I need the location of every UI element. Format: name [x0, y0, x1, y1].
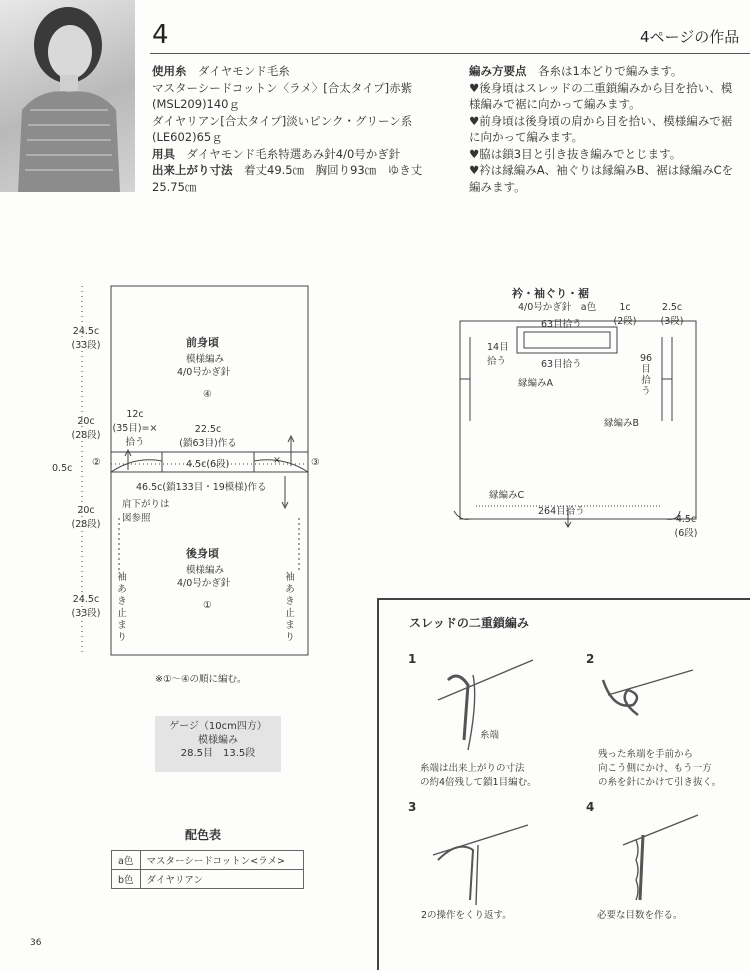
dim-back-armhole: 20c (28段) — [71, 505, 101, 530]
points-line: ♥後身頃はスレッドの二重鎖編みから目を拾い、模 — [469, 80, 733, 95]
back-panel-title: 後身頃 — [186, 547, 219, 560]
step-4-text: 必要な目数を作る。 — [597, 910, 683, 921]
color-table-title: 配色表 — [185, 828, 222, 842]
points-line: ♥衿は縁編みA、袖ぐりは縁編みB、裾は縁編みCを — [469, 163, 734, 177]
neck-opening — [517, 327, 617, 353]
gauge-values: 28.5目 13.5段 — [180, 748, 256, 759]
shoulder-note: 肩下がりは 図参照 — [122, 499, 170, 524]
hook-1 — [438, 660, 533, 700]
pick-14: 14目 拾う — [487, 342, 509, 367]
size-label: 出来上がり寸法 — [152, 163, 233, 177]
step-3-text: 2の操作をくり返す。 — [421, 910, 512, 921]
page-number: 36 — [30, 938, 42, 948]
header-rule — [150, 53, 750, 54]
points-line: に向かって編みます。 — [469, 130, 584, 144]
points-title: 編み方要点 — [469, 64, 527, 78]
knitting-points — [469, 63, 750, 195]
dim-collar: 1c (2段) — [613, 302, 637, 327]
sleeve-stop-left: 袖 あ き 止 ま り — [117, 572, 127, 643]
back-pattern: 模様編み — [186, 565, 225, 576]
project-number: 4 — [152, 20, 169, 50]
sleeve-stop-right: 袖 あ き 止 ま り — [285, 572, 295, 643]
dim-front-length: 24.5c (33段) — [71, 326, 101, 351]
edging-a: 縁編みA — [518, 378, 553, 389]
yarn-1: マスターシードコットン〈ラメ〉[合太タイプ]赤紫 — [152, 80, 413, 95]
dim-armhole-band: 2.5c (3段) — [660, 302, 684, 327]
thread-chain-title: スレッドの二重鎖編み — [409, 616, 529, 630]
hook-2 — [608, 670, 693, 695]
step-1-text: 糸端は出来上がりの寸法 の約4倍残して鎖1目編む。 — [420, 763, 537, 788]
hook-3 — [433, 825, 528, 855]
yarn-tail-label: 糸端 — [480, 730, 500, 741]
step-2-number: 2 — [586, 652, 595, 666]
yarn-label: 使用糸 — [152, 64, 187, 78]
dim-shoulder-width: 12c (35目)=× 拾う — [112, 409, 158, 448]
marker-3: ③ — [311, 457, 320, 468]
dim-shoulder: 0.5c — [52, 463, 73, 474]
table-row: a色 マスターシードコットン<ラメ> — [112, 851, 304, 870]
finished-size: 着丈49.5㎝ 胸回り93㎝ ゆき丈 — [244, 163, 423, 177]
finished-size-cont: 25.75㎝ — [152, 179, 197, 194]
page-reference: 4ページの作品 — [640, 28, 740, 46]
hook-4 — [623, 815, 698, 845]
back-needle: 4/0号かぎ針 — [177, 578, 231, 589]
dim-back-length: 24.5c (33段) — [71, 594, 101, 619]
front-needle: 4/0号かぎ針 — [177, 367, 231, 378]
dim-hem-band: 4.5c (6段) — [674, 514, 698, 539]
yarn-2: ダイヤリアン[合太タイプ]淡いピンク・グリーン系 — [152, 113, 413, 128]
step-3-number: 3 — [408, 800, 417, 814]
gauge-box — [155, 716, 281, 772]
back-order: ① — [203, 600, 212, 611]
cross-mark: × — [273, 455, 281, 466]
yarn-brand: ダイヤモンド毛糸 — [198, 64, 290, 78]
table-row: b色 ダイヤリアン — [112, 870, 304, 889]
order-note: ※①〜④の順に編む。 — [155, 674, 247, 685]
edging-needle: 4/0号かぎ針 a色 — [518, 302, 597, 313]
dim-front-armhole: 20c (28段) — [71, 416, 101, 441]
model-photo-illustration — [0, 0, 135, 192]
points-line: ♥脇は鎖3目と引き抜き編みでとじます。 — [469, 146, 682, 161]
gauge-title: ゲージ（10cm四方） — [169, 721, 267, 732]
marker-2: ② — [92, 457, 101, 468]
pick-264: 264目拾う — [538, 506, 585, 517]
dim-neck-band: 4.5c(6段) — [186, 459, 230, 470]
points-intro: 各糸は1本どりで編みます。 — [538, 64, 683, 78]
pick-63-bottom: 63目拾う — [541, 359, 582, 370]
dim-chain-start: 46.5c(鎖133目・19模様)作る — [136, 482, 267, 493]
step-1-number: 1 — [408, 652, 417, 666]
front-panel-title: 前身頃 — [186, 336, 219, 349]
edging-c: 縁編みC — [489, 490, 525, 501]
pick-96: 96 目 拾 う — [640, 353, 653, 397]
dim-neck-width: 22.5c (鎖63目)作る — [179, 424, 237, 449]
front-order: ④ — [203, 389, 212, 400]
step-4-number: 4 — [586, 800, 595, 814]
points-line: 様編みで裾に向かって編みます。 — [469, 97, 641, 111]
tools-label: 用具 — [152, 146, 175, 161]
points-line: ♥前身頃は後身頃の肩から目を拾い、模様編みで裾 — [469, 113, 733, 128]
edging-b: 縁編みB — [604, 418, 640, 429]
pick-63-top: 63目拾う — [541, 319, 582, 330]
color-table — [111, 850, 304, 889]
yarn-1-amount: (MSL209)140ｇ — [152, 97, 241, 111]
step-2-text: 残った糸端を手前から 向こう側にかけ、もう一方 の糸を針にかけて引き抜く。 — [598, 749, 722, 788]
yarn-2-amount: (LE602)65ｇ — [152, 130, 223, 144]
model-photo — [0, 0, 135, 192]
gauge-pattern: 模様編み — [198, 734, 238, 746]
points-line: 編みます。 — [469, 179, 526, 194]
materials-block — [152, 63, 457, 195]
tools: ダイヤモンド毛糸特選あみ針4/0号かぎ針 — [186, 146, 401, 161]
edging-title: 衿・袖ぐり・裾 — [512, 287, 589, 300]
front-pattern: 模様編み — [186, 354, 225, 365]
